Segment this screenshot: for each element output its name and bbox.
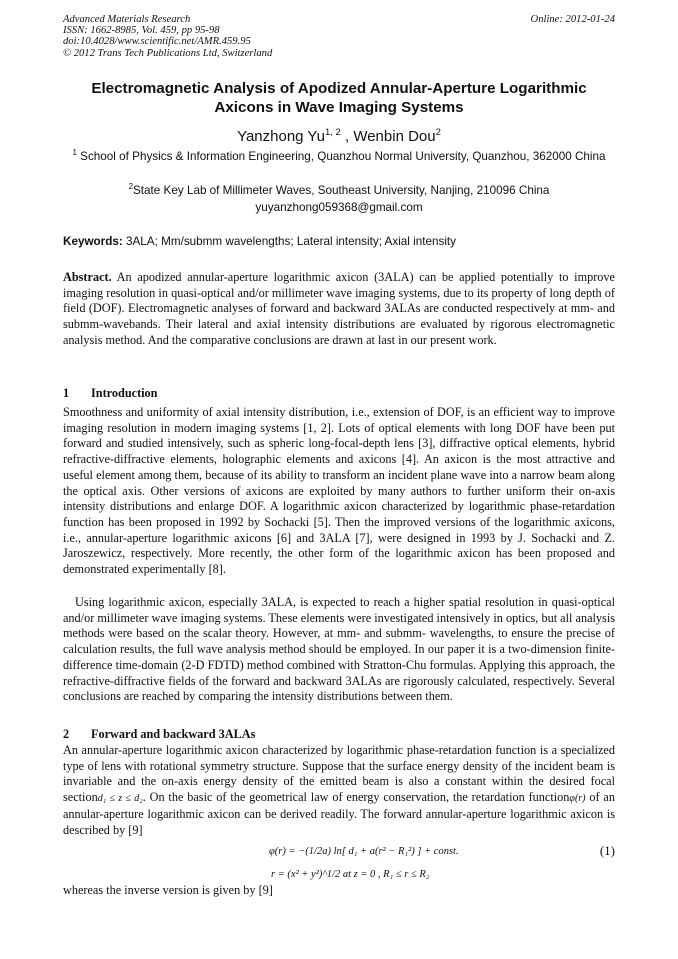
section-2-text-b: . On the basic of the geometrical law of energy conservation, the retardation function — [142, 790, 570, 805]
section-2-paragraph-1 — [63, 743, 615, 838]
keywords-text: 3ALA; Mm/submm wavelengths; Lateral intensity; Axial intensity — [122, 235, 457, 248]
section-1-heading — [63, 386, 615, 401]
section-2-text-a: An annular-aperture logarithmic axicon characterized by logarithmic phase-retardation function is a specialized type of lens with rotational symmetry structure. Suppose that the surface energy density of the incident beam is invariable and the on-axis energy density of the emitted beam is also a constant within the desired focal section — [63, 743, 615, 805]
author-1-affiliation-marker: 1, 2 — [324, 127, 341, 138]
intro-paragraph-2: Using logarithmic axicon, especially 3ALA, is expected to reach a higher spatial resolution in quasi-optical and/or millimeter wave imaging systems. These elements were investigated intensively in optics, but all analysis methods were based on the scalar theory. However, at mm- and submm- wavelengths, to ensure the precise of calculation results, the full wave analysis method should be employed. In our paper it is a two-dimension finite-difference time-domain (2-D FDTD) method combined with Stratton-Chu formulas. Applying this approach, the refractive-diffractive fields of the forward and backward 3ALAs are rigorously calculated, respectively. Several conclusions are reached by comparing the intensity distributions between them. — [63, 595, 615, 704]
section-2-number: 2 — [63, 727, 70, 741]
affiliation-1 — [63, 149, 615, 165]
section-2-heading — [63, 727, 615, 742]
inline-math-retardation: φ(r) — [569, 793, 586, 805]
abstract-label: Abstract. — [63, 270, 112, 284]
section-2-paragraph-2: whereas the inverse version is given by [9] — [63, 883, 273, 897]
keywords-label: Keywords: — [63, 235, 123, 248]
inline-math-focal-section: d₁ ≤ z ≤ d₂ — [97, 793, 143, 805]
affiliation-2-marker: 2 — [128, 182, 134, 191]
journal-name: Advanced Materials Research — [63, 14, 191, 25]
affiliation-2 — [63, 183, 615, 199]
abstract-text: An apodized annular-aperture logarithmic axicon (3ALA) can be applied potentially to improve imaging resolution in quasi-optical and/or millimeter wave imaging systems, due to its property of long depth of field (DOF). Electromagnetic analyses of forward and backward 3ALAs are conducted respectively at mm- and submm-wavebands. Their lateral and axial intensity distributions are evaluated by rigorous electromagnetic analysis method. And the comparative conclusions are drawn at last in our present work. — [63, 270, 615, 347]
section-1-title: Introduction — [91, 386, 158, 400]
author-line — [63, 128, 615, 146]
author-2-affiliation-marker: 2 — [435, 127, 441, 138]
section-2-text-c: of an annular-aperture logarithmic axicon can be derived readily. The forward annular-aperture logarithmic axicon is described by [9] — [63, 790, 615, 837]
author-2: Wenbin Dou — [353, 128, 436, 145]
author-1: Yanzhong Yu — [237, 128, 325, 145]
running-header — [63, 14, 615, 59]
equation-1-conditions-body: r = (x² + y²)^1/2 at z = 0 , R₁ ≤ r ≤ R₂ — [271, 869, 430, 880]
doi-line: doi:10.4028/www.scientific.net/AMR.459.95 — [63, 36, 251, 48]
section-1-number: 1 — [63, 386, 70, 400]
keywords — [63, 234, 615, 249]
affiliation-1-marker: 1 — [72, 148, 77, 157]
intro-paragraph-1: Smoothness and uniformity of axial intensity distribution, i.e., extension of DOF, is an efficient way to improve imaging resolution in modern imaging systems [1, 2]. Lots of optical elements with long DOF have been put forward and studied intensively, such as spheric long-focal-depth lens [3], diffractive optical elements, hybrid refractive-diffractive elements, holographic elements and axicons [4]. An axicon is the most attractive and useful element among them, because of its ability to transform an incident plane wave into a narrow beam along the optical axis. Other versions of axicons are exploited by many authors to further uniform their on-axis intensity distributions and enlarge DOF. A logarithmic axicon characterized by logarithmic phase-retardation function has been proposed in 1992 by Sochacki [5]. Then the improved versions of the logarithmic axicons, i.e., annular-aperture logarithmic axicons [6] and 3ALA [7], were designed in 1993 by J. Sochacki and Z. Jaroszewicz, respectively. More recently, the other form of the logarithmic axicon has been proposed and demonstrated experimentally [8]. — [63, 405, 615, 577]
online-date: Online: 2012-01-24 — [530, 14, 615, 25]
author-email: yuyanzhong059368@gmail.com — [255, 201, 423, 214]
abstract — [63, 270, 615, 349]
equation-1-number: (1) — [599, 843, 615, 858]
author-separator: , — [340, 128, 354, 145]
issn-line: ISSN: 1662-8985, Vol. 459, pp 95-98 — [63, 25, 220, 37]
section-2-title: Forward and backward 3ALAs — [91, 727, 256, 741]
equation-1-body: φ(r) = −(1/2a) ln[ d₁ + a(r² − R₁²) ] + const. — [269, 846, 459, 857]
paper-title: Electromagnetic Analysis of Apodized Annular-Aperture Logarithmic Axicons in Wave Imaging Systems — [91, 80, 587, 116]
affiliation-1-text: School of Physics & Information Engineering, Quanzhou Normal University, Quanzhou, 362000 China — [76, 150, 606, 163]
affiliation-2-text: State Key Lab of Millimeter Waves, Southeast University, Nanjing, 210096 China — [133, 184, 550, 197]
copyright-line: © 2012 Trans Tech Publications Ltd, Switzerland — [63, 47, 273, 59]
